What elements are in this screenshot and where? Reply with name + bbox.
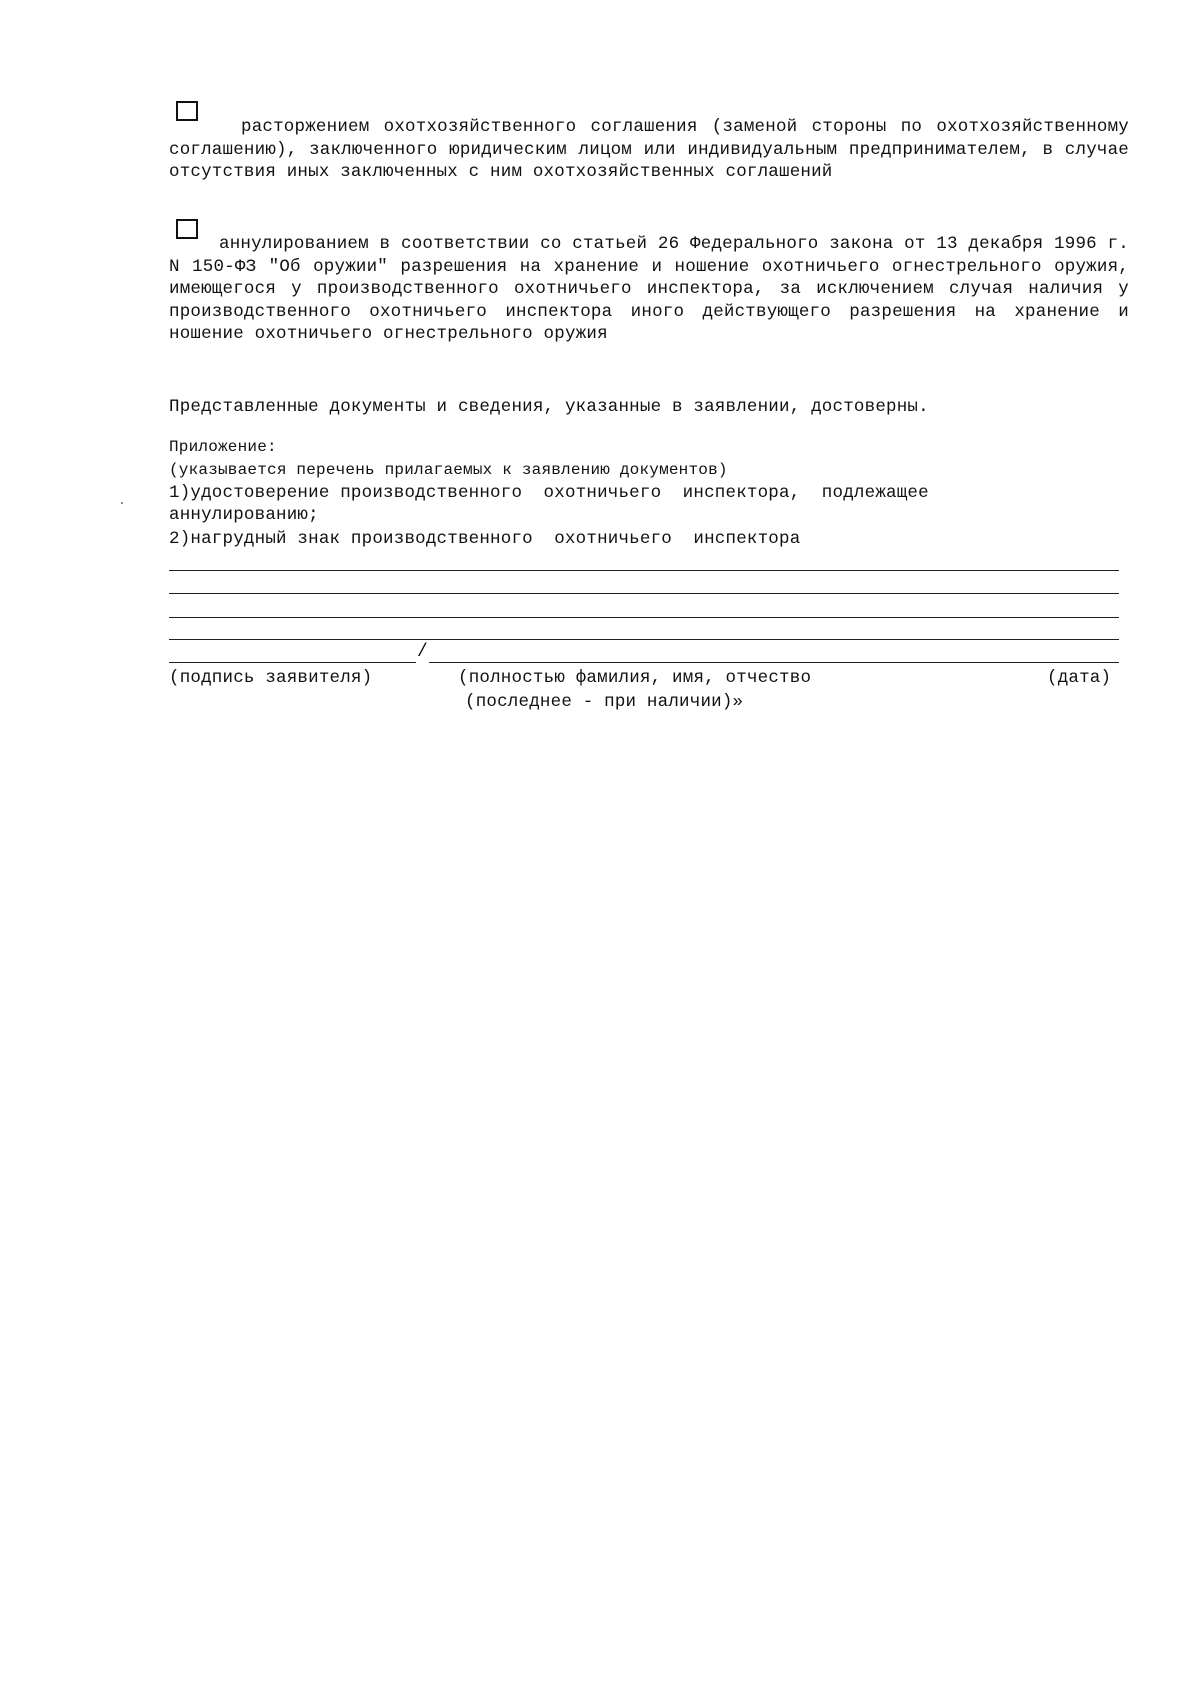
blank-line[interactable] — [169, 593, 1119, 594]
attachment-item-1: 1)удостоверение производственного охотничьего инспектора, подлежащее — [169, 483, 929, 503]
blank-line[interactable] — [169, 639, 1119, 640]
signature-field[interactable] — [169, 662, 416, 663]
confirmation-statement: Представленные документы и сведения, указанные в заявлении, достоверны. — [169, 397, 929, 417]
blank-line[interactable] — [169, 617, 1119, 618]
name-date-field[interactable] — [429, 662, 1119, 663]
signature-separator: / — [417, 642, 428, 662]
caption-full-name: (полностью фамилия, имя, отчество — [458, 668, 812, 688]
blank-line[interactable] — [169, 570, 1119, 571]
caption-full-name-cont: (последнее - при наличии)» — [465, 692, 744, 712]
attachment-heading: Приложение: — [169, 438, 277, 456]
caption-date: (дата) — [1047, 668, 1112, 688]
attachment-note: (указывается перечень прилагаемых к заявлению документов) — [169, 461, 728, 479]
attachment-item-1-cont: аннулированию; — [169, 505, 319, 525]
option-termination-text: расторжением охотхозяйственного соглашения (заменой стороны по охотхозяйственному соглашению), заключенного юридическим лицом или индивидуальным предпринимателем, в случае отсутствия иных заключенных с ним охотхозяйственных соглашений — [169, 117, 1129, 182]
caption-signature: (подпись заявителя) — [169, 668, 373, 688]
attachment-item-2: 2)нагрудный знак производственного охотничьего инспектора — [169, 529, 801, 549]
option-annulment-text: аннулированием в соответствии со статьей 26 Федерального закона от 13 декабря 1996 г. N 150-ФЗ "Об оружии" разрешения на хранение и ношение охотничьего огнестрельного оружия, имеющегося у производственного охотничьего инспектора, за исключением случая наличия у производственного охотничьего инспектора иного действующего разрешения на хранение и ношение охотничьего огнестрельного оружия — [169, 234, 1129, 344]
scan-speck — [121, 502, 123, 504]
